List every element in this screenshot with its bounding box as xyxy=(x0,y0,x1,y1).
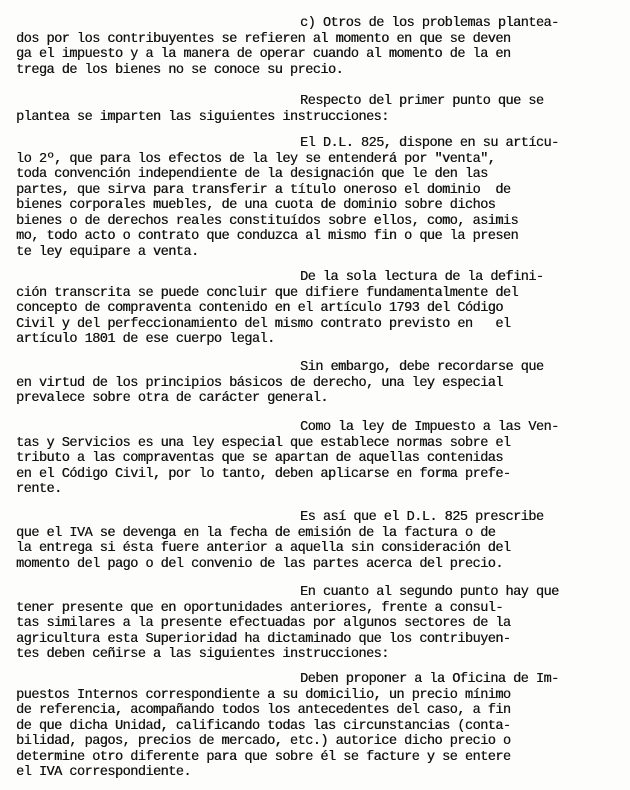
text-line: ga el impuesto y a la manera de operar cuando al momento de la en xyxy=(16,47,511,62)
text-line: ción transcrita se puede concluir que difiere fundamentalmente del xyxy=(16,285,519,301)
text-line: bilidad, pagos, precios de mercado, etc.) autorice dicho precio o xyxy=(16,734,511,749)
text-line: la entrega si ésta fuere anterior a aquella sin consideración del xyxy=(16,541,511,556)
text-line: en virtud de los principios básicos de derecho, una ley especial xyxy=(16,375,503,391)
text-line: dos por los contribuyentes se refieren al momento en que se deven xyxy=(16,31,511,47)
text-line: tributo a las compraventas que se apartan de aquellas contenidas xyxy=(16,451,503,466)
text-line: artículo 1801 de ese cuerpo legal. xyxy=(16,332,275,347)
text-line: concepto de compraventa contenido en el artículo 1793 del Código xyxy=(16,301,503,316)
text-line: rente. xyxy=(16,482,62,497)
text-line: c) Otros de los problemas plantea- xyxy=(300,16,559,31)
text-line: tener presente que en oportunidades anteriores, frente a consul- xyxy=(16,600,503,616)
text-line: mo, todo acto o contrato que conduzca al mismo fin o que la presen xyxy=(16,229,519,244)
paragraph-dl-825-venta xyxy=(16,136,612,260)
paragraph-iva-devenga xyxy=(16,510,612,572)
text-line: lo 2º, que para los efectos de la ley se entenderá por "venta", xyxy=(16,151,496,167)
text-line: en el Código Civil, por lo tanto, deben aplicarse en forma prefe- xyxy=(16,466,511,482)
paragraph-sola-lectura xyxy=(16,270,612,348)
text-line: Sin embargo, debe recordarse que xyxy=(300,360,544,375)
text-line: que el IVA se devenga en la fecha de emisión de la factura o de xyxy=(16,525,496,541)
text-line: Respecto del primer punto que se xyxy=(300,94,544,109)
text-line: agricultura esta Superioridad ha dictaminado que los contribuyen- xyxy=(16,631,511,647)
text-line: te ley equipare a venta. xyxy=(16,244,199,260)
text-line: bienes o de derechos reales constituídos sobre ellos, como, asimis xyxy=(16,213,519,229)
text-line: De la sola lectura de la defini- xyxy=(300,270,544,285)
text-line: determine otro diferente para que sobre él se facture y se entere xyxy=(16,749,511,765)
paragraph-sin-embargo xyxy=(16,360,612,407)
paragraph-primer-punto xyxy=(16,94,612,125)
text-line: de que dicha Unidad, calificando todas las circunstancias (conta- xyxy=(16,718,511,734)
text-line: En cuanto al segundo punto hay que xyxy=(300,585,559,600)
text-line: El D.L. 825, dispone en su artícu- xyxy=(300,136,559,151)
text-line: plantea se imparten las siguientes instrucciones: xyxy=(16,109,389,125)
paragraph-ley-especial xyxy=(16,420,612,498)
text-line: trega de los bienes no se conoce su precio. xyxy=(16,62,344,78)
paragraph-precio-referencia xyxy=(16,672,612,781)
text-line: de referencia, acompañando todos los antecedentes del caso, a fin xyxy=(16,703,511,718)
paragraph-segundo-punto xyxy=(16,585,612,663)
text-line: bienes corporales muebles, de una cuota de dominio sobre dichos xyxy=(16,198,496,213)
text-line: puestos Internos correspondiente a su domicilio, un precio mínimo xyxy=(16,687,511,703)
text-line: tas y Servicios es una ley especial que establece normas sobre el xyxy=(16,435,511,451)
text-line: Como la ley de Impuesto a las Ven- xyxy=(300,420,559,435)
text-line: Civil y del perfeccionamiento del mismo contrato previsto en el xyxy=(16,316,511,332)
text-line: momento del pago o del convenio de las partes acerca del precio. xyxy=(16,556,503,572)
text-line: el IVA correspondiente. xyxy=(16,765,191,780)
text-line: partes, que sirva para transferir a título oneroso el dominio de xyxy=(16,182,511,198)
text-line: tes deben ceñirse a las siguientes instrucciones: xyxy=(16,647,389,662)
paragraph-otros-problemas xyxy=(16,16,612,78)
text-line: toda convención independiente de la designación que le den las xyxy=(16,167,488,182)
text-line: tas similares a la presente efectuadas por algunos sectores de la xyxy=(16,616,511,631)
text-line: prevalece sobre otra de carácter general. xyxy=(16,391,328,406)
text-line: Es así que el D.L. 825 prescribe xyxy=(300,510,544,525)
text-line: Deben proponer a la Oficina de Im- xyxy=(300,672,559,687)
